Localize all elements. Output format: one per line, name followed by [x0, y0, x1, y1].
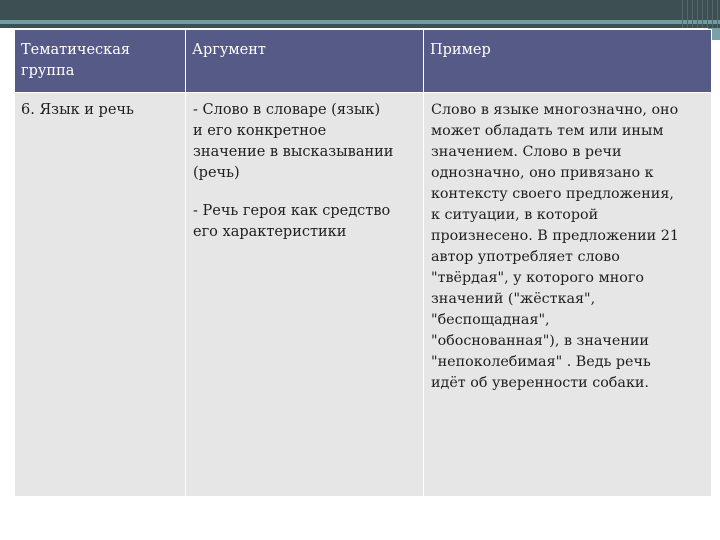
header-cell-group — [15, 30, 186, 93]
group-cell — [15, 93, 186, 497]
table-row — [15, 93, 712, 497]
example-cell — [424, 93, 712, 497]
header-cell-example — [424, 30, 712, 93]
slide-top-stripe — [0, 20, 720, 24]
argument-text-2: - Речь героя как средство его характеристики — [193, 203, 391, 240]
header-argument-label: Аргумент — [192, 42, 266, 58]
argument-table — [14, 29, 712, 497]
example-text: Слово в языке многозначно, оно может обладать тем или иным значением. Слово в речи однозначно, оно привязано к контексту своего предложения, к ситуации, в которой произнесено. В предложении 21 автор употребляет слово "твёрдая", у которого много значений ("жёсткая", "беспощадная", "обоснованная"), в значении "непоколебимая" . Ведь речь идёт об уверенности собаки. — [431, 102, 679, 391]
argument-text-1: - Слово в словаре (язык) и его конкретное значение в высказывании (речь) — [193, 102, 394, 181]
slide-top-bar — [0, 0, 720, 28]
header-cell-argument — [186, 30, 424, 93]
table-header-row — [15, 30, 712, 93]
header-group-label: Тематическая группа — [21, 42, 131, 79]
group-text: 6. Язык и речь — [21, 102, 134, 118]
argument-cell — [186, 93, 424, 497]
slide-top-ornament — [682, 0, 720, 28]
header-example-label: Пример — [430, 42, 491, 58]
